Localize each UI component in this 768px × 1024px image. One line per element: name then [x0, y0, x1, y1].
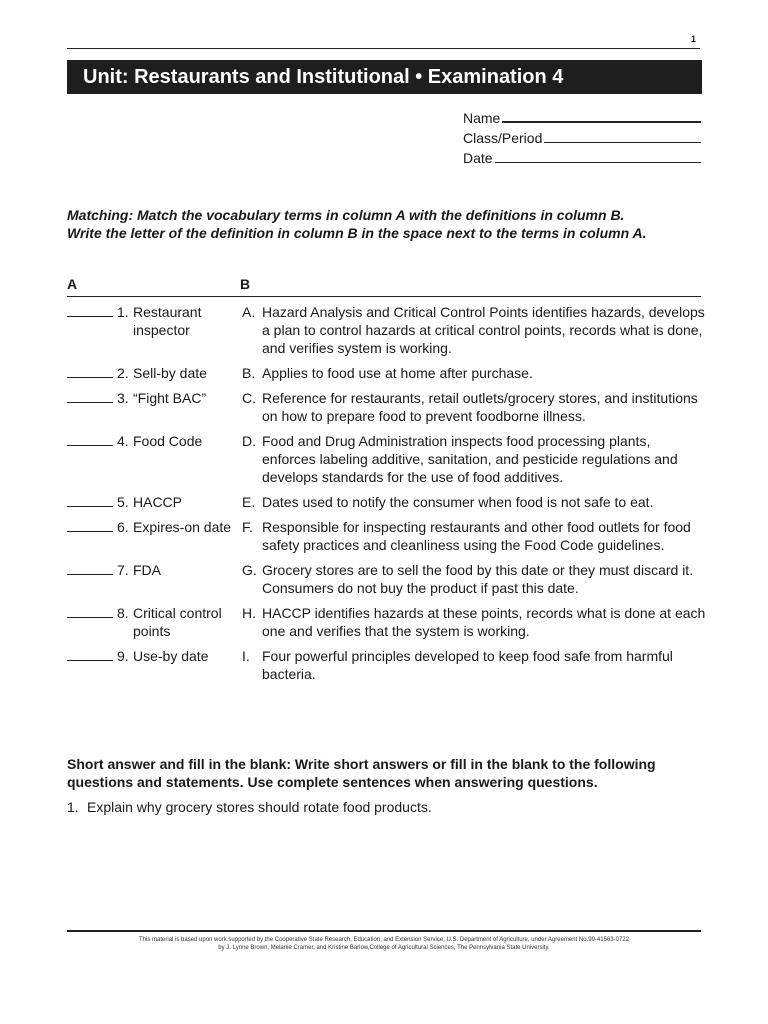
definition-cell [242, 561, 707, 597]
term-cell [67, 493, 242, 511]
class-period-line[interactable] [544, 142, 701, 143]
matching-instructions-line-2: Write the letter of the definition in column B in the space next to the terms in column A. [67, 225, 647, 241]
name-field[interactable] [463, 106, 701, 126]
footer-note [67, 936, 701, 952]
date-field[interactable] [463, 146, 701, 166]
term-cell [67, 518, 242, 554]
matching-instructions [67, 206, 707, 242]
definition-text: Dates used to notify the consumer when food is not safe to eat. [262, 494, 654, 510]
class-period-label: Class/Period [463, 130, 543, 146]
definition-text: Reference for restaurants, retail outlets/grocery stores, and institutions on how to prepare food to prevent foodborne illness. [262, 390, 698, 424]
answer-blank[interactable] [67, 303, 113, 317]
date-line[interactable] [495, 162, 701, 163]
student-id-fields [463, 106, 701, 166]
term-number: 1. [117, 304, 129, 320]
term-cell [67, 561, 242, 597]
question-1 [67, 799, 432, 815]
answer-blank[interactable] [67, 432, 113, 446]
term-label: Use-by date [133, 648, 209, 664]
definition-cell [242, 364, 707, 382]
exam-title: Unit: Restaurants and Institutional • Examination 4 [67, 60, 702, 94]
definition-cell [242, 647, 707, 683]
definition-letter: I. [242, 648, 250, 664]
answer-blank[interactable] [67, 604, 113, 618]
term-number: 5. [117, 494, 129, 510]
term-label: FDA [133, 562, 161, 578]
definition-text: Responsible for inspecting restaurants and other food outlets for food safety practices and cleanliness using the Food Code guidelines. [262, 519, 691, 553]
term-number: 8. [117, 605, 129, 621]
definition-text: Hazard Analysis and Critical Control Points identifies hazards, develops a plan to control hazards at critical control points, records what is done, and verifies system is working. [262, 304, 705, 356]
answer-blank[interactable] [67, 518, 113, 532]
matching-row [67, 604, 707, 640]
definition-text: Applies to food use at home after purchase. [262, 365, 533, 381]
name-line[interactable] [502, 121, 701, 123]
matching-row [67, 389, 707, 425]
footer-line-2: by J. Lynne Brown, Melanie Cramer, and Kristine Barlow,College of Agricultural Sciences, The Pennsylvania State University. [218, 945, 550, 951]
header-rule [67, 296, 701, 297]
matching-row [67, 647, 707, 683]
answer-blank[interactable] [67, 493, 113, 507]
term-number: 7. [117, 562, 129, 578]
term-cell [67, 647, 242, 683]
definition-letter: F. [242, 519, 253, 535]
matching-table [67, 303, 707, 690]
term-label: Restaurant inspector [133, 304, 202, 338]
answer-blank[interactable] [67, 389, 113, 403]
definition-letter: G. [242, 562, 257, 578]
matching-instructions-line-1: Matching: Match the vocabulary terms in column A with the definitions in column B. [67, 207, 625, 223]
term-label: Critical control points [133, 605, 222, 639]
definition-cell [242, 303, 707, 357]
definition-text: Food and Drug Administration inspects food processing plants, enforces labeling additive, sanitation, and pesticide regulations and develops standards for the use of food additives. [262, 433, 678, 485]
definition-letter: B. [242, 365, 256, 381]
definition-text: Grocery stores are to sell the food by this date or they must discard it. Consumers do not buy the product if past this date. [262, 562, 694, 596]
term-number: 3. [117, 390, 129, 406]
term-label: Expires-on date [133, 519, 232, 535]
answer-blank[interactable] [67, 364, 113, 378]
term-number: 6. [117, 519, 129, 535]
matching-row [67, 561, 707, 597]
top-rule [67, 48, 700, 49]
term-number: 9. [117, 648, 129, 664]
term-cell [67, 432, 242, 486]
question-text: Explain why grocery stores should rotate food products. [87, 799, 432, 815]
matching-row [67, 518, 707, 554]
term-label: HACCP [133, 494, 183, 510]
definition-text: Four powerful principles developed to keep food safe from harmful bacteria. [262, 648, 673, 682]
short-answer-instructions: Short answer and fill in the blank: Write short answers or fill in the blank to the following questions and statements. Use complete sentences when answering questions. [67, 756, 656, 790]
definition-letter: D. [242, 433, 256, 449]
footer-line-1: This material is based upon work supported by the Cooperative State Research, Education, and Extension Service, U.S. Department of Agriculture, under Agreement No.99-41563-0722 [139, 937, 629, 943]
class-period-field[interactable] [463, 126, 701, 146]
term-number: 4. [117, 433, 129, 449]
definition-letter: H. [242, 605, 256, 621]
matching-row [67, 303, 707, 357]
column-a-header: A [67, 276, 78, 292]
footer-rule [67, 930, 701, 932]
term-cell [67, 364, 242, 382]
term-label: Food Code [133, 433, 203, 449]
definition-cell [242, 432, 707, 486]
term-number: 2. [117, 365, 129, 381]
term-cell [67, 389, 242, 425]
definition-cell [242, 518, 707, 554]
question-number: 1. [67, 799, 79, 815]
term-label: Sell-by date [133, 365, 207, 381]
name-label: Name [463, 110, 501, 126]
definition-cell [242, 389, 707, 425]
matching-row [67, 432, 707, 486]
definition-letter: A. [242, 304, 256, 320]
definition-letter: C. [242, 390, 256, 406]
term-label: “Fight BAC” [133, 390, 207, 406]
definition-text: HACCP identifies hazards at these points, records what is done at each one and verifies that the system is working. [262, 605, 706, 639]
definition-cell [242, 493, 707, 511]
term-cell [67, 303, 242, 357]
answer-blank[interactable] [67, 647, 113, 661]
matching-row [67, 493, 707, 511]
page-number: 1 [690, 34, 696, 44]
matching-row [67, 364, 707, 382]
term-cell [67, 604, 242, 640]
definition-cell [242, 604, 707, 640]
column-b-header: B [240, 276, 251, 292]
answer-blank[interactable] [67, 561, 113, 575]
date-label: Date [463, 150, 493, 166]
definition-letter: E. [242, 494, 256, 510]
